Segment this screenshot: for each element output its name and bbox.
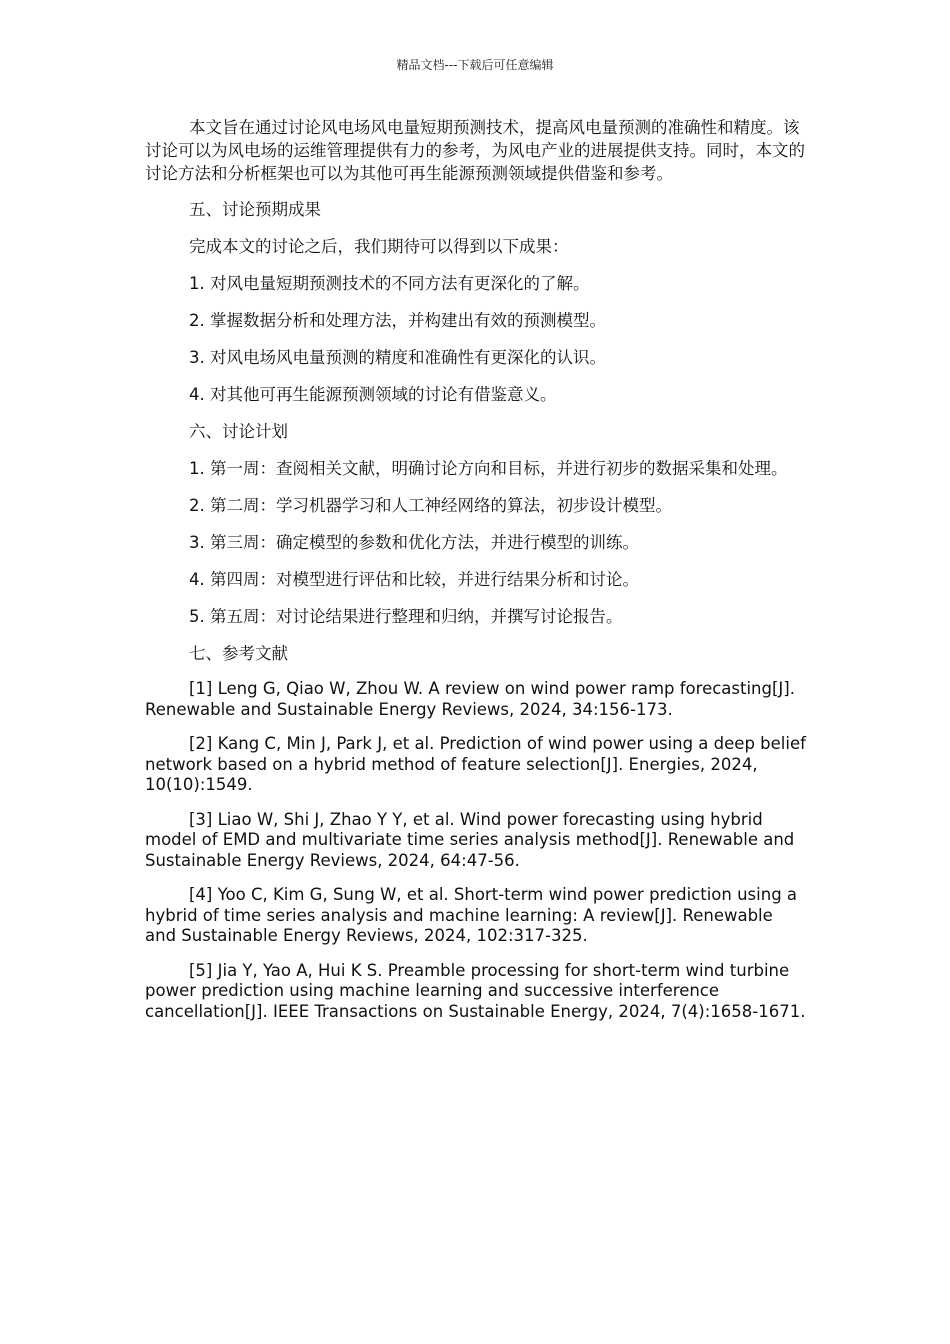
intro-paragraph: 本文旨在通过讨论风电场风电量短期预测技术，提高风电量预测的准确性和精度。该讨论可以为风电场的运维管理提供有力的参考，为风电产业的进展提供支持。同时，本文的讨论方法和分析框架也可以为其他可再生能源预测领域提供借鉴和参考。 (145, 118, 805, 183)
plan-item: 3. 第三周：确定模型的参数和优化方法，并进行模型的训练。 (189, 533, 639, 552)
expected-result-item: 2. 掌握数据分析和处理方法，并构建出有效的预测模型。 (189, 311, 606, 330)
expected-result-item: 3. 对风电场风电量预测的精度和准确性有更深化的认识。 (189, 348, 606, 367)
expected-result-item: 1. 对风电量短期预测技术的不同方法有更深化的了解。 (189, 274, 590, 293)
page-header: 精品文档---下载后可任意编辑 (396, 58, 554, 72)
plan-item: 2. 第二周：学习机器学习和人工神经网络的算法，初步设计模型。 (189, 496, 672, 515)
plan-item: 4. 第四周：对模型进行评估和比较，并进行结果分析和讨论。 (189, 570, 639, 589)
reference-item: [5] Jia Y, Yao A, Hui K S. Preamble processing for short-term wind turbine power prediction using machine learning and successive interference cancellation[J]. IEEE Transactions on Sustainable Energy, 2024, 7(4):1658-1671. (145, 960, 806, 1021)
section-5-lead: 完成本文的讨论之后，我们期待可以得到以下成果： (189, 237, 569, 256)
plan-item: 5. 第五周：对讨论结果进行整理和归纳，并撰写讨论报告。 (189, 607, 623, 626)
plan-item: 1. 第一周：查阅相关文献，明确讨论方向和目标，并进行初步的数据采集和处理。 (189, 459, 788, 478)
expected-result-item: 4. 对其他可再生能源预测领域的讨论有借鉴意义。 (189, 385, 557, 404)
reference-item: [3] Liao W, Shi J, Zhao Y Y, et al. Wind power forecasting using hybrid model of EMD and multivariate time series analysis method[J]. Renewable and Sustainable Energy Reviews, 2024, 64:47-56. (145, 809, 795, 870)
reference-item: [4] Yoo C, Kim G, Sung W, et al. Short-term wind power prediction using a hybrid of time series analysis and machine learning: A review[J]. Renewable and Sustainable Energy Reviews, 2024, 102:317-325. (145, 885, 798, 945)
section-5-heading: 五、讨论预期成果 (189, 200, 321, 219)
section-7-heading: 七、参考文献 (189, 644, 288, 663)
reference-item: [1] Leng G, Qiao W, Zhou W. A review on wind power ramp forecasting[J]. Renewable and Sustainable Energy Reviews, 2024, 34:156-173. (145, 679, 795, 719)
document-body (145, 116, 809, 1036)
reference-item: [2] Kang C, Min J, Park J, et al. Prediction of wind power using a deep belief network based on a hybrid method of feature selection[J]. Energies, 2024, 10(10):1549. (145, 734, 806, 794)
section-6-heading: 六、讨论计划 (189, 422, 288, 441)
